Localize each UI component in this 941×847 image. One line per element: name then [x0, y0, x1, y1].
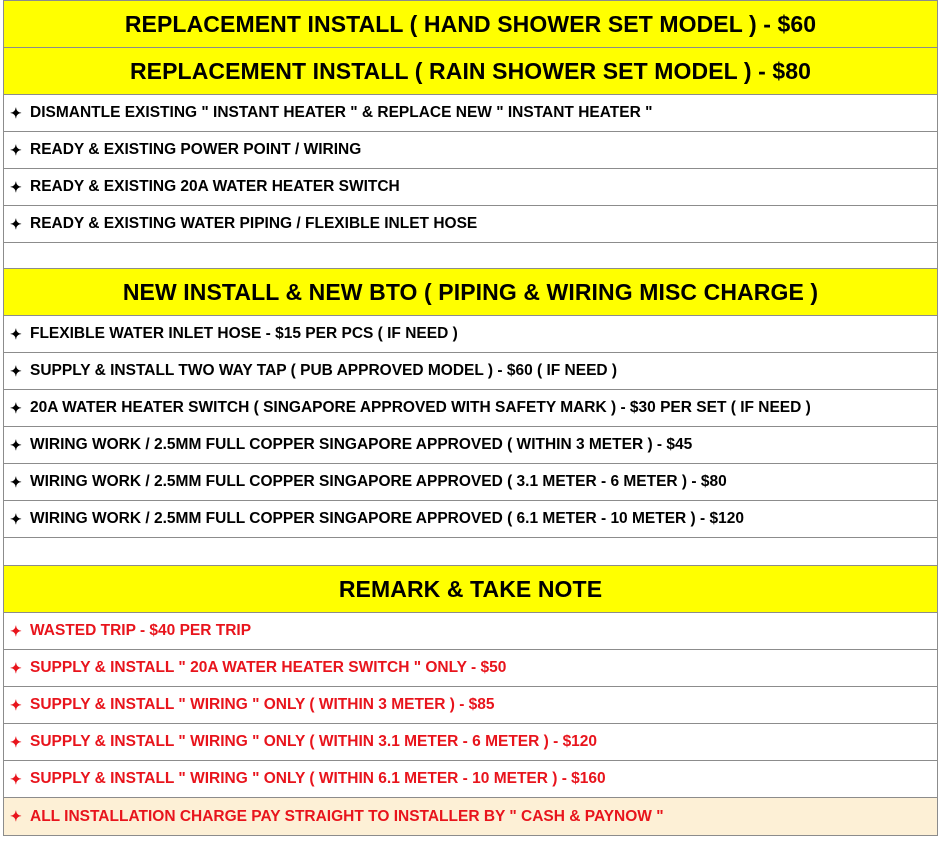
star-bullet-icon: ✦	[10, 696, 22, 713]
header-remark-text: REMARK & TAKE NOTE	[338, 575, 603, 602]
remark-item-text: SUPPLY & INSTALL " WIRING " ONLY ( WITHIN 3 METER ) - $85	[30, 696, 495, 713]
star-bullet-icon: ✦	[10, 770, 22, 787]
header-new-install	[3, 269, 938, 316]
header-hand-shower	[3, 0, 938, 48]
header-new-install-text: NEW INSTALL & NEW BTO ( PIPING & WIRING MISC CHARGE )	[122, 278, 819, 305]
star-bullet-icon: ✦	[10, 178, 22, 195]
misc-item-text: WIRING WORK / 2.5MM FULL COPPER SINGAPORE APPROVED ( 3.1 METER - 6 METER ) - $80	[30, 473, 727, 490]
star-bullet-icon: ✦	[10, 325, 22, 342]
star-bullet-icon: ✦	[10, 622, 22, 639]
header-rain-shower	[3, 48, 938, 95]
misc-item-text: WIRING WORK / 2.5MM FULL COPPER SINGAPORE APPROVED ( 6.1 METER - 10 METER ) - $120	[30, 510, 744, 527]
star-bullet-icon: ✦	[10, 733, 22, 750]
star-bullet-icon: ✦	[10, 473, 22, 490]
misc-item	[3, 427, 938, 464]
spacer-row	[3, 243, 938, 269]
star-bullet-icon: ✦	[10, 808, 22, 824]
header-remark	[3, 566, 938, 613]
misc-item-text: SUPPLY & INSTALL TWO WAY TAP ( PUB APPROVED MODEL ) - $60 ( IF NEED )	[30, 362, 618, 379]
misc-item-text: WIRING WORK / 2.5MM FULL COPPER SINGAPORE APPROVED ( WITHIN 3 METER ) - $45	[30, 436, 693, 453]
star-bullet-icon: ✦	[10, 362, 22, 379]
misc-item	[3, 390, 938, 427]
replacement-item-text: READY & EXISTING WATER PIPING / FLEXIBLE INLET HOSE	[30, 215, 478, 232]
replacement-item	[3, 132, 938, 169]
misc-item	[3, 464, 938, 501]
header-rain-shower-text: REPLACEMENT INSTALL ( RAIN SHOWER SET MODEL ) - $80	[129, 57, 812, 84]
remark-item	[3, 650, 938, 687]
star-bullet-icon: ✦	[10, 215, 22, 232]
star-bullet-icon: ✦	[10, 436, 22, 453]
remark-item	[3, 687, 938, 724]
misc-item-text: 20A WATER HEATER SWITCH ( SINGAPORE APPROVED WITH SAFETY MARK ) - $30 PER SET ( IF NEED )	[30, 399, 811, 416]
misc-item	[3, 501, 938, 538]
misc-item-text: FLEXIBLE WATER INLET HOSE - $15 PER PCS ( IF NEED )	[30, 325, 458, 342]
payment-note-text: ALL INSTALLATION CHARGE PAY STRAIGHT TO INSTALLER BY " CASH & PAYNOW "	[30, 807, 664, 825]
star-bullet-icon: ✦	[10, 510, 22, 527]
replacement-item-text: DISMANTLE EXISTING " INSTANT HEATER " & REPLACE NEW " INSTANT HEATER "	[30, 104, 653, 121]
remark-item-text: WASTED TRIP - $40 PER TRIP	[30, 622, 252, 639]
replacement-item	[3, 169, 938, 206]
replacement-item	[3, 95, 938, 132]
header-hand-shower-text: REPLACEMENT INSTALL ( HAND SHOWER SET MODEL ) - $60	[124, 10, 817, 37]
remark-item	[3, 761, 938, 798]
star-bullet-icon: ✦	[10, 104, 22, 121]
star-bullet-icon: ✦	[10, 659, 22, 676]
replacement-item	[3, 206, 938, 243]
remark-item	[3, 724, 938, 761]
price-list-table	[3, 0, 938, 836]
remark-item-text: SUPPLY & INSTALL " WIRING " ONLY ( WITHIN 3.1 METER - 6 METER ) - $120	[30, 733, 598, 750]
spacer-row	[3, 538, 938, 566]
remark-item-text: SUPPLY & INSTALL " WIRING " ONLY ( WITHIN 6.1 METER - 10 METER ) - $160	[30, 770, 606, 787]
star-bullet-icon: ✦	[10, 399, 22, 416]
remark-item-text: SUPPLY & INSTALL " 20A WATER HEATER SWITCH " ONLY - $50	[30, 659, 507, 676]
misc-item	[3, 353, 938, 390]
star-bullet-icon: ✦	[10, 141, 22, 158]
misc-item	[3, 316, 938, 353]
replacement-item-text: READY & EXISTING 20A WATER HEATER SWITCH	[30, 178, 400, 195]
payment-note-row	[3, 798, 938, 836]
remark-item	[3, 613, 938, 650]
replacement-item-text: READY & EXISTING POWER POINT / WIRING	[30, 141, 362, 158]
